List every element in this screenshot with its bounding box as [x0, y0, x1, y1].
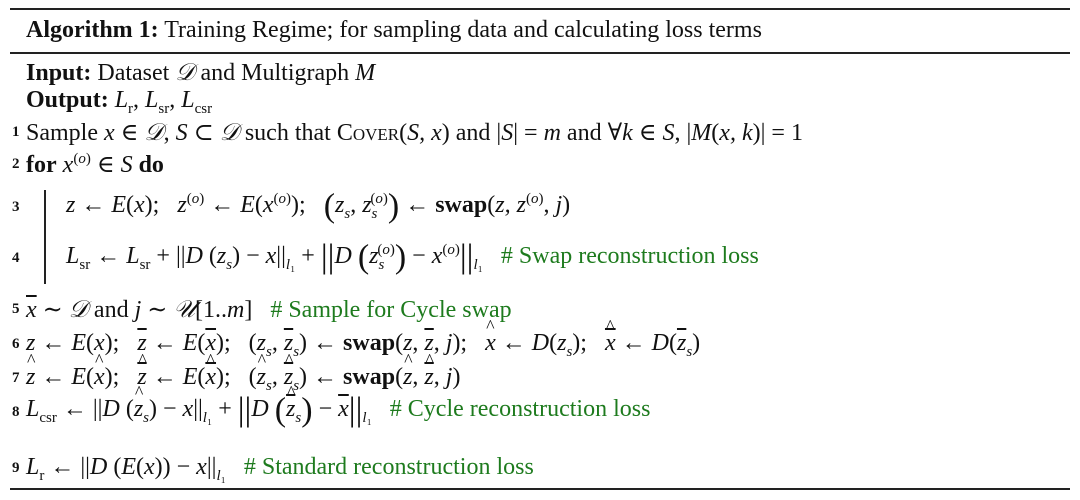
- cycle-sample-comment: # Sample for Cycle swap: [270, 297, 512, 323]
- header-rule: [10, 52, 1070, 54]
- output-sub-r: r: [128, 100, 134, 117]
- line-1-text: Sample: [26, 120, 98, 146]
- cover-fn: Cover: [336, 120, 400, 146]
- swap-fn: swap: [343, 364, 396, 390]
- for-loop-bar: [44, 190, 46, 284]
- output-l1: L: [114, 87, 129, 113]
- input-pre: Dataset: [97, 60, 170, 86]
- swap-fn: swap: [435, 192, 488, 218]
- algorithm-block: [10, 8, 1070, 492]
- line-number: 5: [12, 301, 20, 317]
- algo-line-3: 3 z ← E(x); $z^{(o)}$ ← $E(x^{(o)})$; ($z_s$, $z_s^{(o)}$) ← swap(z, $z^{(o)}$, j): [12, 187, 571, 225]
- input-mid: and Multigraph: [200, 60, 350, 86]
- line-number: 3: [12, 199, 20, 215]
- for-keyword: for: [26, 152, 57, 178]
- input-line: [26, 58, 375, 87]
- line-number: 7: [12, 370, 20, 386]
- output-line: Output: $L_r$, $L_{sr}$, $L_{csr}$: [26, 87, 213, 117]
- output-sub-csr: csr: [194, 100, 213, 117]
- algorithm-header: [26, 17, 762, 44]
- output-label: Output:: [26, 87, 109, 113]
- algorithm-title: Training Regime; for sampling data and calculating loss terms: [164, 17, 762, 43]
- algo-line-4: 4 $L_{sr}$ ← $L_{sr} + ||D$ $(z_s) - x||_{l_1} + ||D$ $(z_s^{(o)}) - x^{(o)}||_{l_1}$ # Swap reconstruction loss: [12, 238, 759, 276]
- line-number: 9: [12, 460, 20, 476]
- line-number: 6: [12, 336, 20, 352]
- algo-line-8: 8 $L_{csr}$ ← ||D (^ $z_s) - x||_{l_1} + ||D$ (^ $\overline{z}_s) - \overline{x}||_{l_1}$ # Cycle reconstruction loss: [26, 396, 650, 427]
- do-keyword: do: [138, 152, 164, 178]
- algo-line-2: 2 for $x^{(o)}$ ∈ S do: [12, 151, 164, 178]
- swap-loss-comment: # Swap reconstruction loss: [500, 243, 759, 269]
- bottom-rule: [10, 488, 1070, 490]
- algo-line-9: 9 $L_r$ ← ||D $(E(x)) - x||_{l_1}$ # Standard reconstruction loss: [12, 454, 534, 484]
- cycle-loss-comment: # Cycle reconstruction loss: [389, 396, 651, 422]
- swap-fn: swap: [343, 330, 396, 356]
- line-5-and: and: [93, 297, 129, 323]
- algo-line-1: 1 Sample x ∈ 𝒟, S ⊂ 𝒟 such that Cover(S, x) and |S| = m and ∀k ∈ S, |M(x, k)| = 1: [12, 118, 803, 146]
- dataset-symbol: 𝒟: [175, 58, 195, 86]
- output-l2: L: [145, 87, 159, 113]
- output-sub-sr: sr: [158, 100, 170, 117]
- algo-line-6: 6 z ← E(x); $\overline{z}$ ← $E(\overline{x})$; ($z_s$, $\overline{z}_s$) ← swap(z, $\overline{z}$, j); ^ x ← $D(z_s)$; ^ $\overline{x}$ ← $D(\overline{z}_s)$: [26, 330, 700, 361]
- standard-loss-comment: # Standard reconstruction loss: [243, 454, 534, 480]
- algo-line-7: 7 ^ z ← E(^ x); ^ $\overline{z}$ ← E(^ $\overline{x}$); (^ $z_s$, ^ $\overline{z}_s$) ← swap(^ z, ^ $\overline{z}$, j): [26, 364, 460, 395]
- output-l3: L: [181, 87, 195, 113]
- line-number: 4: [12, 250, 20, 266]
- line-number: 1: [12, 124, 20, 140]
- input-label: Input:: [26, 60, 92, 86]
- algo-line-5: 5 $\overline{x}$ ∼ 𝒟 and j ∼ 𝒰[1..m] # Sample for Cycle swap: [12, 295, 512, 323]
- line-number: 8: [12, 404, 20, 420]
- line-number: 2: [12, 156, 20, 172]
- algorithm-label: Algorithm 1:: [26, 17, 159, 43]
- multigraph-symbol: M: [355, 60, 376, 86]
- top-rule: [10, 8, 1070, 10]
